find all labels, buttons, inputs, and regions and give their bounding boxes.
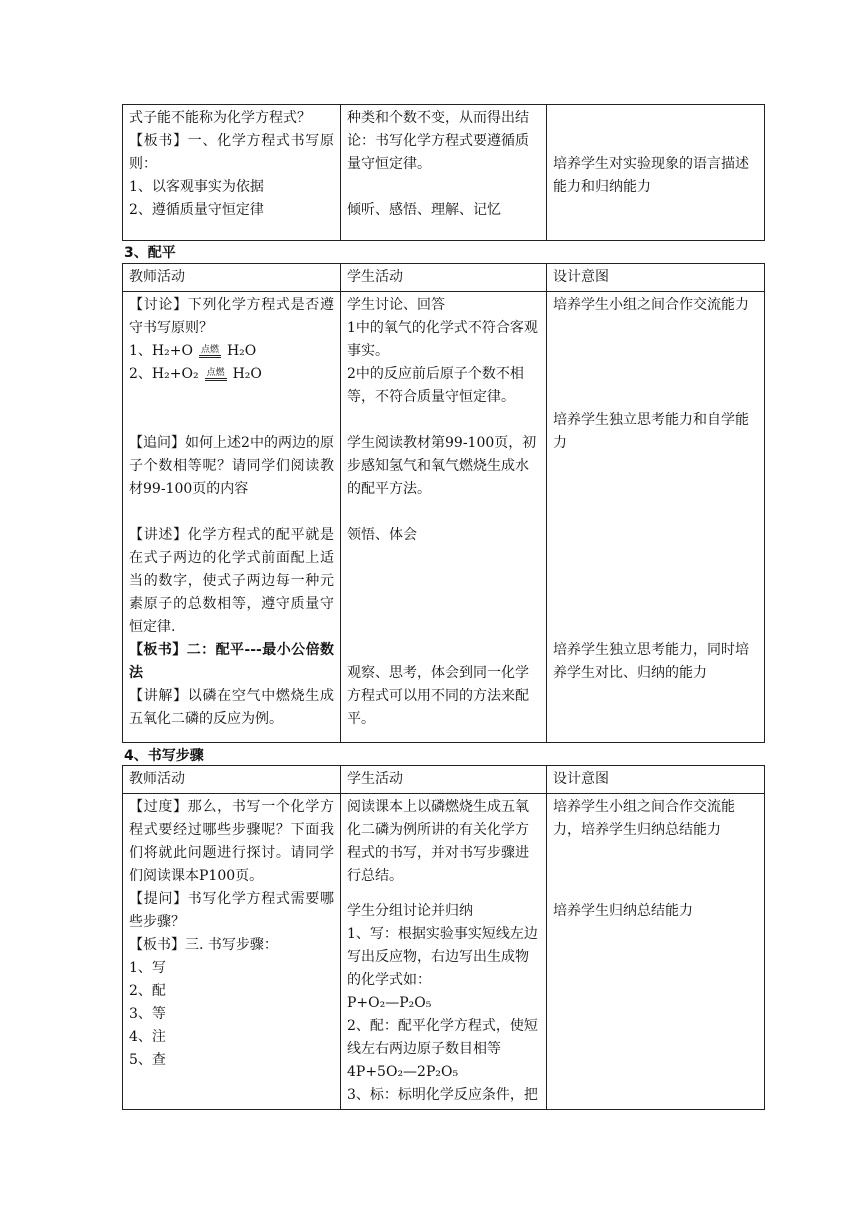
student-text: 领悟、体会 bbox=[347, 527, 417, 543]
board-text: 【板书】三. 书写步骤： bbox=[129, 937, 278, 953]
student-activity-cell bbox=[341, 794, 547, 1110]
design-intent-cell bbox=[547, 105, 765, 241]
reaction-condition: 点燃 bbox=[199, 345, 221, 358]
student-activity-cell bbox=[341, 105, 547, 241]
question-text: 【提问】书写化学方程式需要哪些步骤？ bbox=[129, 891, 334, 930]
section-title: 3、配平 bbox=[124, 245, 176, 261]
followup-text: 【追问】如何上述2中的两边的原子个数相等呢？请同学们阅读教材99-100页的内容 bbox=[129, 435, 334, 497]
equation-1: 1、H₂+O 点燃 H₂O bbox=[129, 343, 257, 359]
section-title: 4、书写步骤 bbox=[124, 748, 204, 764]
student-text: 阅读课本上以磷燃烧生成五氧化二磷为例所讲的有关化学方程式的书写，并对书写步骤进行总结。 bbox=[347, 799, 529, 884]
student-text: 2中的反应前后原子个数不相等，不符合质量守恒定律。 bbox=[347, 366, 524, 405]
step-item: 4、注 bbox=[129, 1029, 166, 1045]
teacher-activity-cell bbox=[123, 292, 341, 743]
teacher-text: 式子能不能称为化学方程式？ bbox=[129, 110, 311, 126]
reaction-condition: 点燃 bbox=[205, 368, 227, 381]
step-item: 3、等 bbox=[129, 1006, 166, 1022]
board-text: 【板书】二：配平---最小公倍数法 bbox=[129, 642, 334, 681]
student-text: 1、写：根据实验事实短线左边写出反应物，右边写出生成物的化学式如： bbox=[347, 926, 538, 988]
lecture-text: 【讲述】化学方程式的配平就是在式子两边的化学式前面配上适当的数字，使式子两边每一种元素原子的总数相等，遵守质量守恒定律. bbox=[129, 527, 334, 635]
student-text: 2、配：配平化学方程式，使短线左右两边原子数目相等 bbox=[347, 1018, 538, 1057]
discussion-text: 【讨论】下列化学方程式是否遵守书写原则？ bbox=[129, 297, 334, 336]
student-text: 观察、思考，体会到同一化学方程式可以用不同的方法来配平。 bbox=[347, 665, 529, 727]
balancing-table bbox=[122, 263, 765, 743]
student-equation: P+O₂—P₂O₅ bbox=[347, 995, 432, 1011]
transition-text: 【过度】那么，书写一个化学方程式要经过哪些步骤呢？下面我们将就此问题进行探讨。请同学们阅读课本P100页。 bbox=[129, 799, 334, 884]
principle-2: 2、遵循质量守恒定律 bbox=[129, 202, 264, 218]
intent-text: 培养学生对实验现象的语言描述能力和归纳能力 bbox=[553, 156, 749, 195]
column-header: 学生活动 bbox=[341, 264, 547, 292]
column-header: 设计意图 bbox=[547, 766, 765, 794]
student-text: 3、标：标明化学反应条件，把 bbox=[347, 1087, 538, 1103]
explain-text: 【讲解】以磷在空气中燃烧生成五氧化二磷的反应为例。 bbox=[129, 688, 334, 727]
student-text: 种类和个数不变，从而得出结论：书写化学方程式要遵循质量守恒定律。 bbox=[347, 110, 529, 172]
column-header: 设计意图 bbox=[547, 264, 765, 292]
principle-1: 1、以客观事实为依据 bbox=[129, 179, 264, 195]
column-header: 教师活动 bbox=[123, 264, 341, 292]
step-item: 5、查 bbox=[129, 1052, 166, 1068]
student-equation: 4P+5O₂—2P₂O₅ bbox=[347, 1064, 459, 1080]
design-intent-cell bbox=[547, 794, 765, 1110]
intent-text: 培养学生独立思考能力，同时培养学生对比、归纳的能力 bbox=[553, 642, 749, 681]
step-item: 2、配 bbox=[129, 983, 166, 999]
column-header: 教师活动 bbox=[123, 766, 341, 794]
student-text: 学生分组讨论并归纳 bbox=[347, 903, 473, 919]
intent-text: 培养学生归纳总结能力 bbox=[553, 903, 693, 919]
student-text: 1中的氧气的化学式不符合客观事实。 bbox=[347, 320, 538, 359]
student-text: 学生阅读教材第99-100页，初步感知氢气和氧气燃烧生成水的配平方法。 bbox=[347, 435, 537, 497]
student-activity-cell bbox=[341, 292, 547, 743]
intent-text: 培养学生小组之间合作交流能力 bbox=[553, 297, 749, 313]
step-item: 1、写 bbox=[129, 960, 166, 976]
intent-text: 培养学生小组之间合作交流能力，培养学生归纳总结能力 bbox=[553, 799, 735, 838]
column-header: 学生活动 bbox=[341, 766, 547, 794]
intent-text: 培养学生独立思考能力和自学能力 bbox=[553, 412, 749, 451]
student-text: 学生讨论、回答 bbox=[347, 297, 445, 313]
teacher-activity-cell bbox=[123, 105, 341, 241]
board-text: 【板书】一、化学方程式书写原则： bbox=[129, 133, 334, 172]
principles-table bbox=[122, 104, 765, 241]
equation-2: 2、H₂+O₂ 点燃 H₂O bbox=[129, 366, 262, 382]
design-intent-cell bbox=[547, 292, 765, 743]
teacher-activity-cell bbox=[123, 794, 341, 1110]
student-text: 倾听、感悟、理解、记忆 bbox=[347, 202, 501, 218]
writing-steps-table bbox=[122, 765, 765, 1110]
